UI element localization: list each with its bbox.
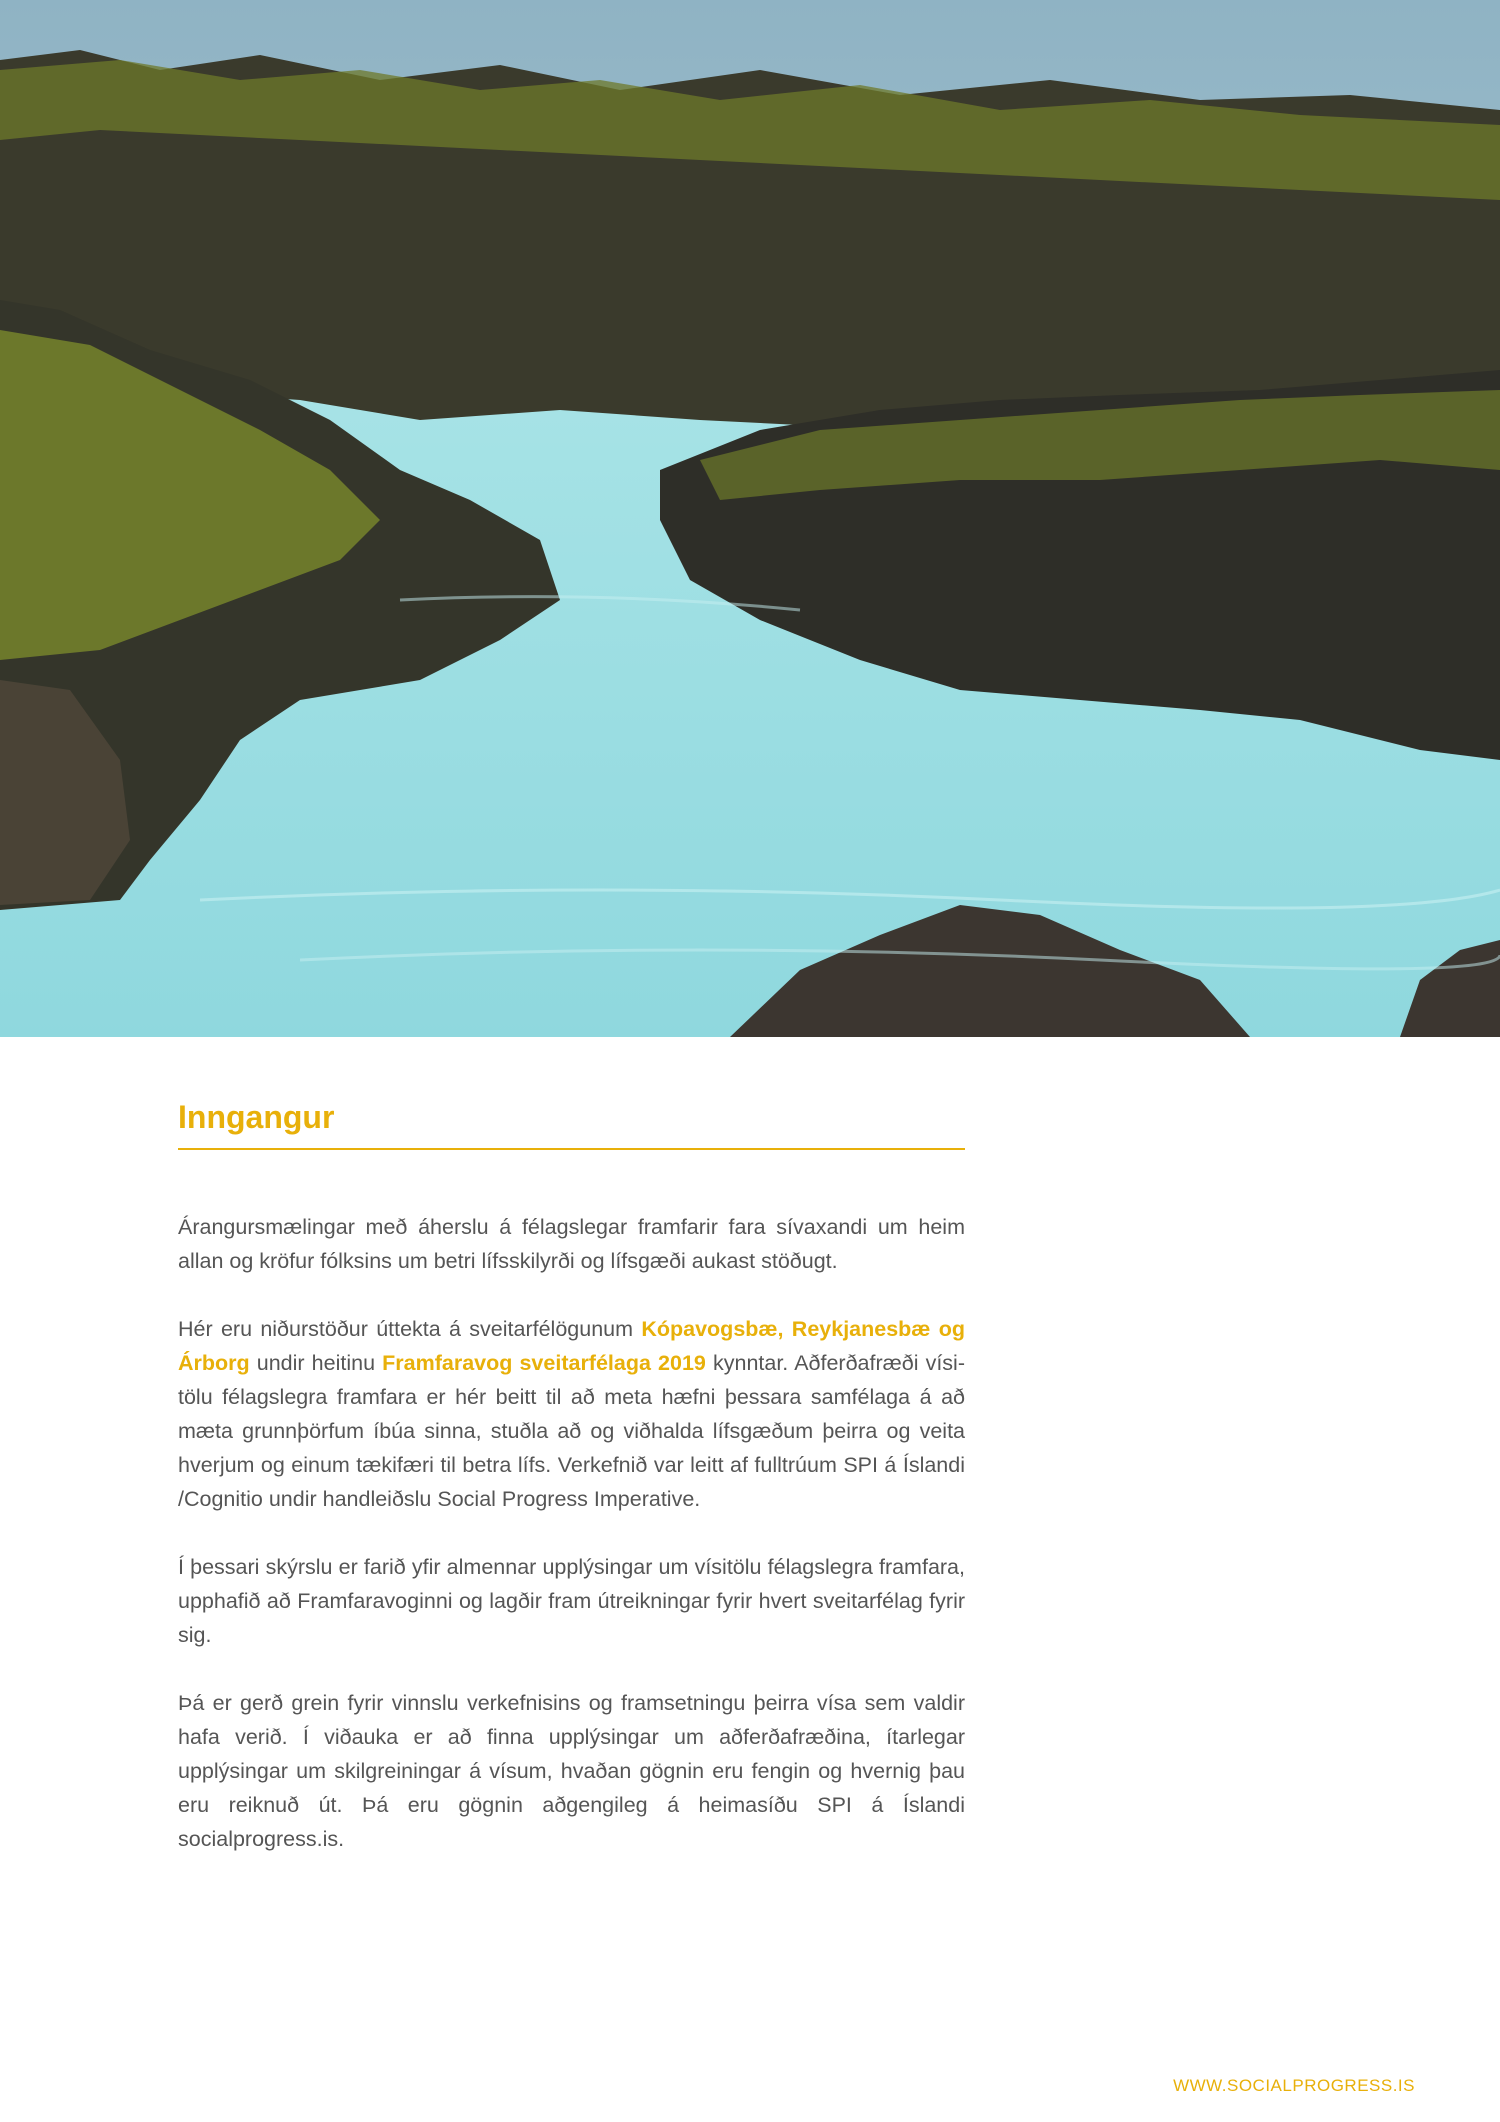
highlight-municipalities: Kópavogsbæ, Reykjanesbæ og Árborg	[178, 1317, 965, 1375]
paragraph-3: Í þessari skýrslu er farið yfir almennar upplýsingar um vísitölu félagslegra framfara, upphafið að Framfaravoginni og lagðir fram útreikningar fyrir hvert sveitarfélag fyrir sig.	[178, 1555, 965, 1647]
footer-website-link[interactable]: WWW.SOCIALPROGRESS.IS	[1173, 2076, 1415, 2095]
paragraph-1: Árangursmælingar með áherslu á félagslegar framfarir fara sívaxandi um heim allan og kröfur fólksins um betri lífsskilyrði og lífsgæði aukast stöðugt.	[178, 1215, 965, 1273]
hero-photo	[0, 0, 1500, 1037]
paragraph-2-text-e: kynntar. Aðferðafræði vísitölu félagslegra framfara er hér beitt til að meta hæfni þessara samfélaga á að mæta grunnþörfum íbúa sinna, stuðla að og viðhalda lífsgæðum þeirra og veita hverjum og einum tækifæri til betra lífs. Verkefnið var leitt af fulltrúum SPI á Íslandi /Cognitio undir handleiðslu Social Progress Imperative.	[178, 1351, 966, 1511]
paragraph-2-text-a: Hér eru niðurstöður úttekta á sveitarfélögunum	[178, 1317, 642, 1341]
paragraph-2-text-c: undir heitinu	[249, 1351, 383, 1375]
intro-body	[178, 1210, 965, 1890]
title-divider	[178, 1148, 965, 1150]
page-title: Inngangur	[178, 1099, 335, 1135]
highlight-report-name: Framfaravog sveitarfélaga 2019	[382, 1351, 706, 1375]
paragraph-4: Þá er gerð grein fyrir vinnslu verkefnisins og framsetningu þeirra vísa sem valdir hafa verið. Í viðauka er að finna upplýsingar um aðferðafræðina, ítarlegar upplýsingar um skilgreiningar á vísum, hvaðan gögnin eru fengin og hvernig þau eru reiknuð út. Þá eru gögnin aðgengileg á heimasíðu SPI á Íslandi socialprogress.is.	[178, 1691, 965, 1851]
paragraph-2	[178, 1312, 965, 1516]
